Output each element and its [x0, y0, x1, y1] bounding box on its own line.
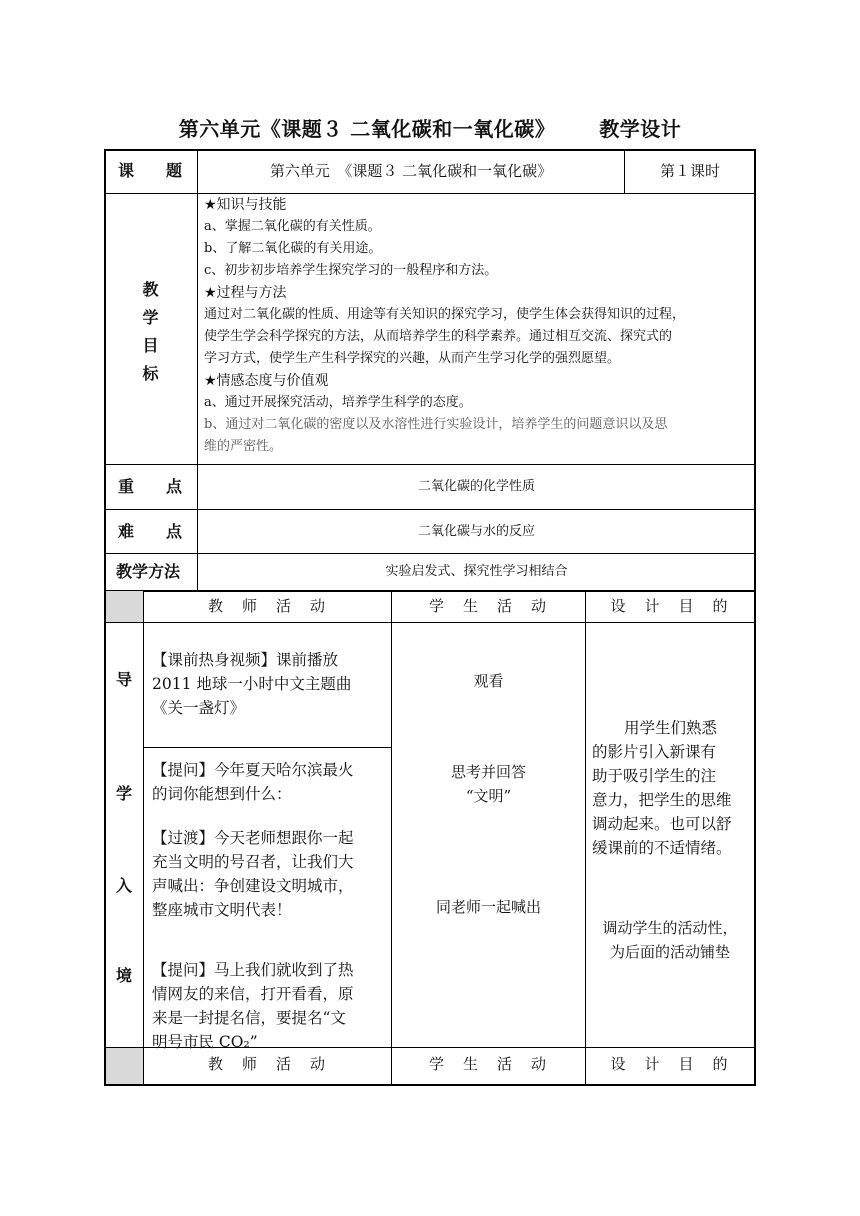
- text-line: 充当文明的号召者，让我们大: [152, 853, 354, 871]
- stage-char: 学: [115, 784, 132, 803]
- difficulty-label: 难 点: [118, 522, 183, 541]
- goals-line: b、了解二氧化碳的有关用途。: [204, 241, 382, 256]
- text-line: 来是一封提名信，要提名“文: [152, 1009, 346, 1027]
- table-border: [104, 1084, 756, 1086]
- text-line: 声喊出：争创建设文明城市，: [152, 877, 354, 895]
- text-line: 为后面的活动铺垫: [609, 943, 730, 961]
- text-line: 用学生们熟悉: [624, 719, 718, 737]
- header-shade: [105, 591, 143, 622]
- goals-line: a、通过开展探究活动，培养学生科学的态度。: [204, 395, 472, 410]
- column-header-student-repeat: 学 生 活 动: [428, 1055, 548, 1073]
- text-line: 思考并回答: [450, 763, 526, 781]
- goals-heading-attitude: ★情感态度与价值观: [204, 373, 329, 389]
- topic-value: 第六单元 《课题３ 二氧化碳和一氧化碳》: [269, 162, 553, 180]
- goals-heading-knowledge: ★知识与技能: [204, 197, 287, 213]
- column-header-purpose-repeat: 设 计 目 的: [610, 1055, 730, 1073]
- method-value: 实验启发式、探究性学习相结合: [385, 564, 568, 579]
- goals-line: 维的严密性。: [204, 439, 283, 454]
- stage-char: 导: [115, 670, 132, 689]
- text-line: 调动学生的活动性，: [602, 919, 738, 937]
- student-activity-watch: 观看: [473, 672, 504, 690]
- document-title: [0, 113, 860, 142]
- text-line: 【过渡】今天老师想跟你一起: [152, 829, 354, 847]
- goals-line: 使学生学会科学探究的方法，从而培养学生的科学素养。通过相互交流、探究式的: [204, 329, 673, 344]
- column-header-teacher: 教 师 活 动: [207, 597, 327, 615]
- text-line: 调动起来。也可以舒: [592, 815, 732, 833]
- difficulty-value: 二氧化碳与水的反应: [417, 524, 535, 539]
- goals-label-char: 目: [142, 336, 159, 355]
- text-line: “文明”: [465, 787, 512, 805]
- table-border: [104, 590, 106, 1085]
- table-border: [391, 590, 392, 1085]
- table-border: [585, 590, 586, 1085]
- text-line: 《关一盏灯》: [152, 699, 246, 717]
- goals-line: c、初步初步培养学生探究学习的一般程序和方法。: [204, 263, 498, 278]
- text-line: 意力，把学生的思维: [592, 791, 732, 809]
- key-point-value: 二氧化碳的化学性质: [417, 479, 535, 494]
- stage-char: 境: [115, 966, 132, 985]
- student-activity-answer: [392, 760, 585, 808]
- goals-line: 通过对二氧化碳的性质、用途等有关知识的探究学习，使学生体会获得知识的过程，: [204, 307, 686, 322]
- goals-label-char: 教: [142, 280, 159, 299]
- goals-line: 学习方式，使学生产生科学探究的兴趣，从而产生学习化学的强烈愿望。: [204, 351, 621, 366]
- table-border: [143, 590, 144, 1085]
- teacher-activity-warmup: [152, 648, 388, 720]
- column-header-student: 学 生 活 动: [428, 597, 548, 615]
- stage-char: 入: [115, 876, 132, 895]
- text-line: 【提问】马上我们就收到了热: [152, 961, 354, 979]
- column-header-purpose: 设 计 目 的: [610, 597, 730, 615]
- table-border: [104, 622, 756, 623]
- text-line: 明号市民 CO₂”: [152, 1033, 258, 1051]
- text-line: 的影片引入新课有: [592, 743, 717, 761]
- column-header-teacher-repeat: 教 师 活 动: [207, 1055, 327, 1073]
- table-border: [754, 590, 756, 1085]
- design-purpose-2: [586, 916, 754, 964]
- header-shade: [105, 1047, 143, 1084]
- text-line: 情网友的来信，打开看看，原: [152, 985, 354, 1003]
- goals-line: b、通过对二氧化碳的密度以及水溶性进行实验设计，培养学生的问题意识以及思: [204, 417, 668, 432]
- text-line: 的词你能想到什么：: [152, 785, 292, 803]
- goals-label: [104, 276, 197, 388]
- goals-label-char: 标: [142, 364, 159, 383]
- goals-content: [204, 194, 752, 458]
- text-line: 2011 地球一小时中文主题曲: [152, 675, 352, 693]
- teacher-activity-transition: [152, 826, 388, 922]
- design-purpose-1: [592, 716, 752, 860]
- text-line: 缓课前的不适情绪。: [592, 839, 732, 857]
- text-line: 【课前热身视频】课前播放: [152, 651, 339, 669]
- text-line: 助于吸引学生的注: [592, 767, 717, 785]
- method-label: 教学方法: [116, 562, 181, 581]
- teacher-activity-question1: [152, 758, 388, 806]
- goals-line: a、掌握二氧化碳的有关性质。: [204, 219, 381, 234]
- document-title-suffix: 教学设计: [599, 117, 682, 141]
- teacher-activity-question2: [152, 958, 388, 1054]
- student-activity-shout: 同老师一起喊出: [435, 898, 541, 916]
- table-border: [143, 747, 391, 748]
- text-line: 整座城市文明代表！: [152, 901, 292, 919]
- goals-label-char: 学: [142, 308, 159, 327]
- topic-label: 课 题: [118, 161, 183, 180]
- text-line: 【提问】今年夏天哈尔滨最火: [152, 761, 354, 779]
- lesson-period: 第１课时: [659, 162, 720, 180]
- document-title-main: 第六单元《课题３ 二氧化碳和一氧化碳》: [178, 117, 556, 141]
- goals-heading-process: ★过程与方法: [204, 285, 287, 301]
- key-point-label: 重 点: [118, 477, 183, 496]
